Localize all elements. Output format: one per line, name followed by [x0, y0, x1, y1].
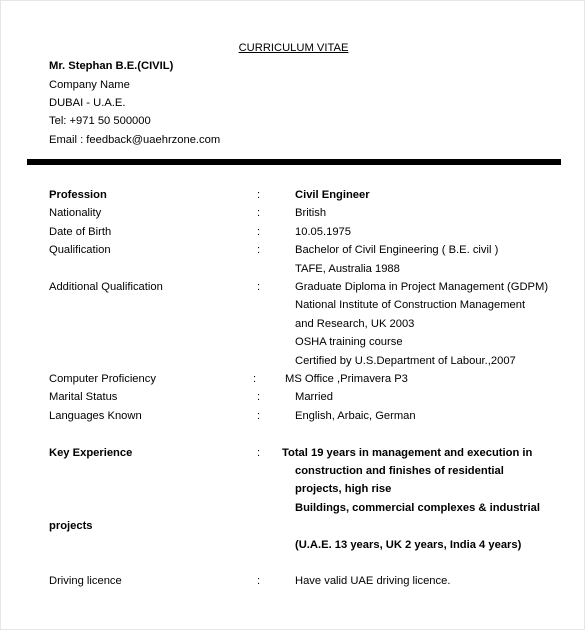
key-experience-label: Key Experience [49, 447, 133, 459]
separator: : [257, 281, 261, 293]
driving-licence-value: Have valid UAE driving licence. [295, 575, 451, 587]
header-divider [27, 159, 561, 165]
additional-qualification-value: Graduate Diploma in Project Management (GDPM) [295, 281, 549, 293]
profession-label: Profession [49, 189, 107, 201]
profession-value: Civil Engineer [295, 189, 370, 201]
phone: Tel: +971 50 500000 [49, 115, 151, 127]
experience-summary: (U.A.E. 13 years, UK 2 years, India 4 years) [295, 539, 522, 551]
document-title: CURRICULUM VITAE [238, 42, 349, 54]
experience-line: Total 19 years in management and execution in [282, 447, 533, 459]
separator: : [257, 391, 261, 403]
additional-qualification-extra: Certified by U.S.Department of Labour.,2007 [295, 355, 516, 367]
dob-label: Date of Birth [49, 226, 112, 238]
additional-qualification-label: Additional Qualification [49, 281, 163, 293]
qualification-label: Qualification [49, 244, 111, 256]
separator: : [257, 447, 261, 459]
languages-value: English, Arbaic, German [295, 410, 416, 422]
qualification-extra: TAFE, Australia 1988 [295, 263, 400, 275]
company-name: Company Name [49, 79, 130, 91]
experience-line: Buildings, commercial complexes & industrial [295, 502, 540, 514]
separator: : [257, 575, 261, 587]
email: Email : feedback@uaehrzone.com [49, 134, 221, 146]
separator: : [257, 226, 261, 238]
separator: : [253, 373, 257, 385]
separator: : [257, 189, 261, 201]
separator: : [257, 410, 261, 422]
candidate-name: Mr. Stephan B.E.(CIVIL) [49, 60, 174, 72]
experience-line: projects, high rise [295, 483, 392, 495]
separator: : [257, 244, 261, 256]
experience-line: construction and finishes of residential [295, 465, 504, 477]
additional-qualification-extra: OSHA training course [295, 336, 403, 348]
dob-value: 10.05.1975 [295, 226, 351, 238]
marital-status-label: Marital Status [49, 391, 118, 403]
qualification-value: Bachelor of Civil Engineering ( B.E. civil ) [295, 244, 499, 256]
additional-qualification-extra: and Research, UK 2003 [295, 318, 415, 330]
location: DUBAI - U.A.E. [49, 97, 126, 109]
languages-label: Languages Known [49, 410, 142, 422]
marital-status-value: Married [295, 391, 333, 403]
additional-qualification-extra: National Institute of Construction Management [295, 299, 526, 311]
computer-proficiency-label: Computer Proficiency [49, 373, 156, 385]
nationality-label: Nationality [49, 207, 102, 219]
separator: : [257, 207, 261, 219]
computer-proficiency-value: MS Office ,Primavera P3 [285, 373, 408, 385]
experience-overflow: projects [49, 520, 93, 532]
driving-licence-label: Driving licence [49, 575, 122, 587]
nationality-value: British [295, 207, 327, 219]
